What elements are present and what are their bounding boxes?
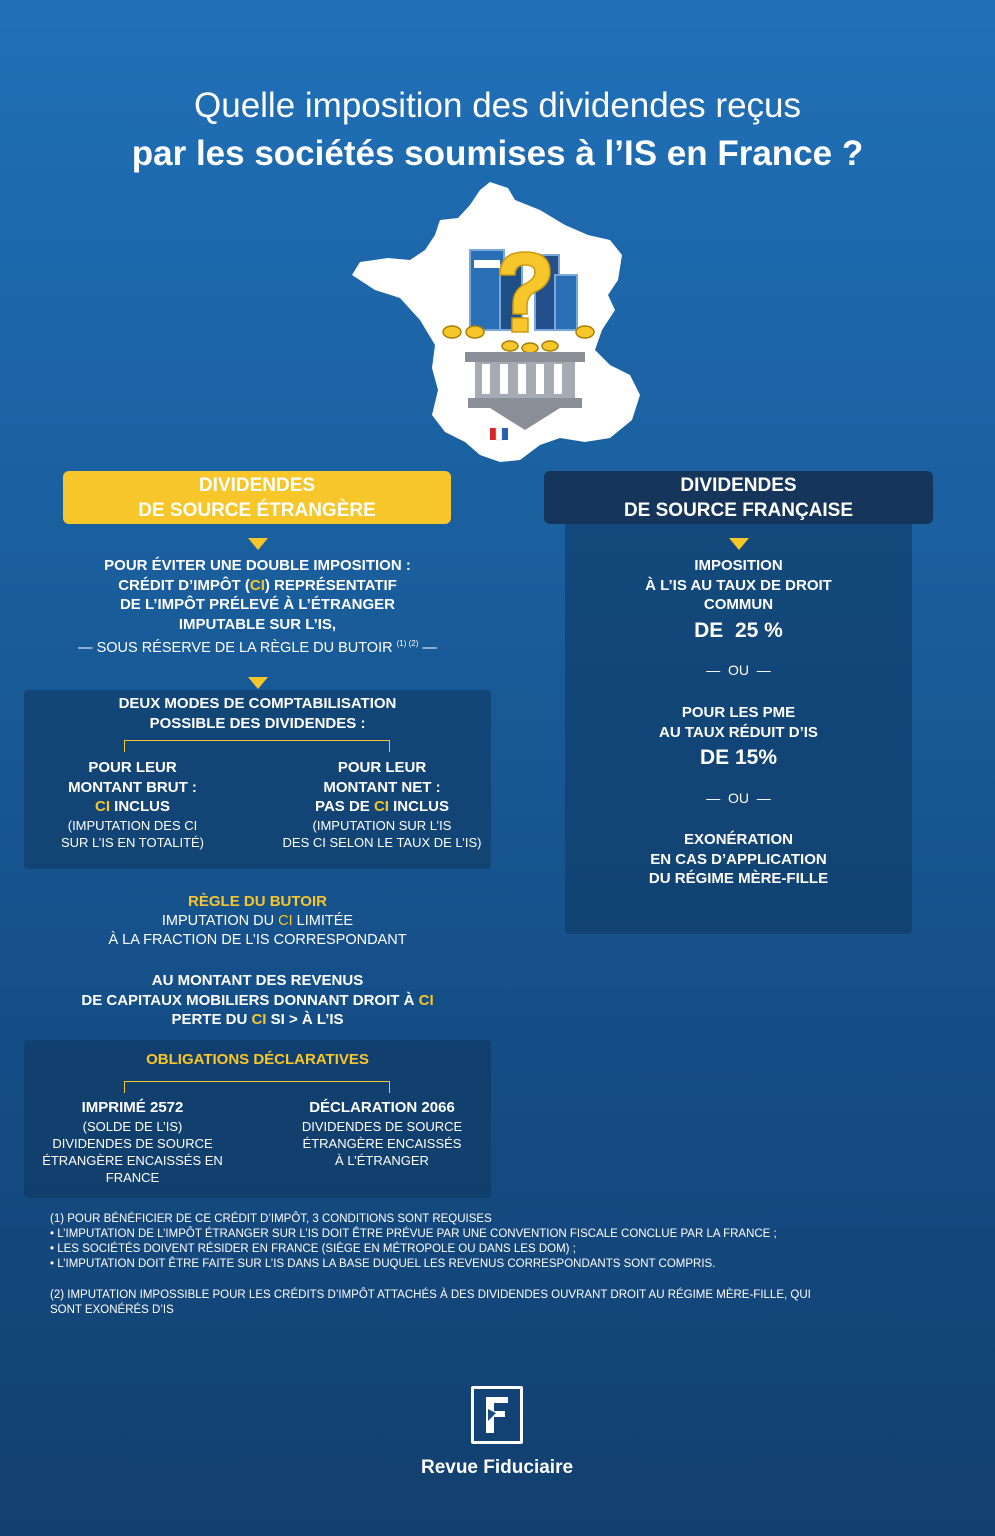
title-line-2: par les sociétés soumises à l’IS en France ? bbox=[131, 134, 864, 173]
double-imposition-line-2 bbox=[40, 576, 475, 596]
declaration-2066 bbox=[282, 1098, 482, 1169]
imposition-line-1: IMPOSITION bbox=[694, 557, 783, 574]
french-flag-icon bbox=[490, 428, 508, 440]
header-french-line-1: DIVIDENDES bbox=[680, 475, 797, 496]
butoir-line-1 bbox=[40, 912, 475, 932]
header-french-source bbox=[544, 471, 933, 524]
imprime-line-2: DIVIDENDES DE SOURCE bbox=[52, 1135, 213, 1151]
footnote-1-bullet-1: • L’IMPUTATION DE L’IMPÔT ÉTRANGER SUR L’IS DOIT ÊTRE PRÉVUE PAR UNE CONVENTION FISCALE CONCLUE PAR LA FRANCE ; bbox=[50, 1228, 777, 1240]
imprime-line-4: FRANCE bbox=[105, 1169, 160, 1185]
double-imposition-line-5 bbox=[40, 634, 475, 658]
butoir-limitee: LIMITÉE bbox=[292, 912, 354, 929]
or-separator-2: — OU — bbox=[706, 790, 771, 806]
butoir-title: RÈGLE DU BUTOIR bbox=[188, 893, 327, 910]
revue-fiduciaire-logo bbox=[471, 1386, 523, 1444]
mode-net bbox=[272, 758, 492, 851]
mode-brut-note-2: SUR L’IS EN TOTALITÉ) bbox=[60, 834, 205, 850]
modes-title-line-2: POSSIBLE DES DIVIDENDES : bbox=[149, 714, 366, 732]
rate-common: DE 25 % bbox=[694, 619, 783, 642]
footnote-1-bullet-2: • LES SOCIÉTÉS DOIVENT RÉSIDER EN FRANCE (SIÈGE EN MÉTROPOLE OU DANS LES DOM) ; bbox=[50, 1243, 576, 1255]
obligations-title: OBLIGATIONS DÉCLARATIVES bbox=[146, 1051, 369, 1068]
imposition-line-2: À L’IS AU TAUX DE DROIT bbox=[645, 576, 832, 594]
imprime-2572 bbox=[35, 1098, 230, 1186]
butoir-block bbox=[40, 892, 475, 951]
footnote-2-line-1: (2) IMPUTATION IMPOSSIBLE POUR LES CRÉDITS D’IMPÔT ATTACHÉS À DES DIVIDENDES OUVRANT DROIT AU RÉGIME MÈRE-FILLE, QUI bbox=[50, 1289, 811, 1301]
revenus-text: DE CAPITAUX MOBILIERS DONNANT DROIT À bbox=[81, 991, 419, 1009]
declaration-line-3: À L’ÉTRANGER bbox=[335, 1152, 429, 1168]
arrow-down-icon bbox=[248, 538, 268, 550]
mode-brut-line-2: MONTANT BRUT : bbox=[68, 778, 197, 796]
mode-net-note-1: (IMPUTATION SUR L’IS bbox=[312, 817, 452, 833]
logo-f-icon bbox=[474, 1389, 520, 1441]
butoir-line-2: À LA FRACTION DE L’IS CORRESPONDANT bbox=[108, 932, 407, 948]
double-imposition-line-4: IMPUTABLE SUR L’IS, bbox=[178, 615, 337, 633]
header-foreign-line-2: DE SOURCE ÉTRANGÈRE bbox=[138, 500, 376, 521]
imprime-line-1: (SOLDE DE L’IS) bbox=[82, 1118, 183, 1134]
mode-brut-line-1: POUR LEUR bbox=[88, 759, 177, 776]
arrow-down-icon bbox=[248, 677, 268, 689]
imposition-line-3: COMMUN bbox=[703, 596, 774, 613]
header-foreign-line-1: DIVIDENDES bbox=[198, 475, 316, 496]
mode-net-line-3 bbox=[272, 797, 492, 817]
exo-line-2: EN CAS D’APPLICATION bbox=[650, 850, 827, 868]
exo-line-1: EXONÉRATION bbox=[684, 831, 793, 848]
footnote-1-title: (1) POUR BÉNÉFICIER DE CE CRÉDIT D’IMPÔT, 3 CONDITIONS SONT REQUISES bbox=[50, 1213, 492, 1225]
ci-highlight: CI bbox=[278, 912, 293, 929]
declaration-line-2: ÉTRANGÈRE ENCAISSÉS bbox=[302, 1135, 462, 1151]
france-map-illustration bbox=[340, 180, 660, 470]
pme-line-2: AU TAUX RÉDUIT D’IS bbox=[659, 723, 818, 741]
rate-reduced: DE 15% bbox=[699, 746, 778, 769]
or-separator-1: — OU — bbox=[706, 662, 771, 678]
arrow-down-icon bbox=[729, 538, 749, 550]
ci-highlight: CI bbox=[249, 576, 265, 594]
mode-brut-line-3 bbox=[40, 797, 225, 817]
footnote-ref: (1) (2) bbox=[396, 639, 419, 648]
logo-name: Revue Fiduciaire bbox=[420, 1457, 574, 1478]
mode-brut-included: INCLUS bbox=[110, 798, 170, 815]
mode-net-line-1: POUR LEUR bbox=[337, 759, 427, 776]
revenus-line-1: AU MONTANT DES REVENUS bbox=[151, 972, 364, 989]
modes-brace bbox=[124, 740, 390, 752]
pme-block bbox=[565, 703, 912, 742]
ci-highlight: CI bbox=[95, 798, 110, 815]
mode-net-note-2: DES CI SELON LE TAUX DE L’IS) bbox=[282, 834, 482, 850]
revenus-line-2 bbox=[30, 991, 485, 1011]
revenus-block bbox=[30, 971, 485, 1030]
mode-net-line-2: MONTANT NET : bbox=[323, 778, 441, 796]
imposition-block bbox=[565, 556, 912, 615]
modes-title bbox=[40, 694, 475, 733]
exoneration-block bbox=[565, 830, 912, 889]
perte-text-end: SI > À L’IS bbox=[266, 1011, 344, 1028]
header-foreign-source bbox=[63, 471, 451, 524]
butoir-text: IMPUTATION DU bbox=[161, 912, 279, 929]
footnote-1-bullet-3: • L’IMPUTATION DOIT ÊTRE FAITE SUR L’IS DANS LA BASE DUQUEL LES REVENUS CORRESPONDANTS SONT COMPRIS. bbox=[50, 1258, 716, 1270]
ci-text: CRÉDIT D’IMPÔT ( bbox=[118, 576, 250, 594]
double-imposition-line-1: POUR ÉVITER UNE DOUBLE IMPOSITION : bbox=[104, 557, 411, 574]
mode-brut-note-1: (IMPUTATION DES CI bbox=[67, 817, 198, 833]
pme-line-1: POUR LES PME bbox=[681, 704, 796, 721]
header-french-line-2: DE SOURCE FRANÇAISE bbox=[623, 500, 854, 521]
footnote-2-line-2: SONT EXONÉRÉS D’IS bbox=[50, 1304, 174, 1316]
modes-title-line-1: DEUX MODES DE COMPTABILISATION bbox=[118, 695, 397, 712]
title-line-1: Quelle imposition des dividendes reçus bbox=[194, 86, 801, 125]
ci-highlight: CI bbox=[251, 1011, 267, 1028]
imprime-title: IMPRIMÉ 2572 bbox=[81, 1099, 184, 1116]
mode-net-included: INCLUS bbox=[388, 798, 449, 815]
ci-highlight: CI bbox=[418, 991, 434, 1009]
declaration-line-1: DIVIDENDES DE SOURCE bbox=[301, 1118, 463, 1134]
ci-highlight: CI bbox=[373, 798, 389, 815]
double-imposition-block bbox=[40, 556, 475, 658]
imprime-line-3: ÉTRANGÈRE ENCAISSÉS EN bbox=[42, 1152, 223, 1168]
footnotes bbox=[50, 1212, 950, 1318]
mode-net-pas-de: PAS DE bbox=[315, 798, 374, 815]
exo-line-3: DU RÉGIME MÈRE-FILLE bbox=[648, 870, 829, 887]
revenus-line-3 bbox=[30, 1010, 485, 1030]
butoir-reserve: — SOUS RÉSERVE DE LA RÈGLE DU BUTOIR bbox=[78, 639, 393, 656]
perte-text: PERTE DU bbox=[171, 1011, 252, 1028]
declaration-title: DÉCLARATION 2066 bbox=[309, 1099, 455, 1116]
butoir-reserve-end: — bbox=[418, 639, 437, 656]
obligations-brace bbox=[124, 1081, 390, 1093]
mode-brut bbox=[40, 758, 225, 851]
ci-text-end: ) REPRÉSENTATIF bbox=[264, 576, 397, 594]
double-imposition-line-3: DE L’IMPÔT PRÉLEVÉ À L’ÉTRANGER bbox=[119, 596, 396, 613]
